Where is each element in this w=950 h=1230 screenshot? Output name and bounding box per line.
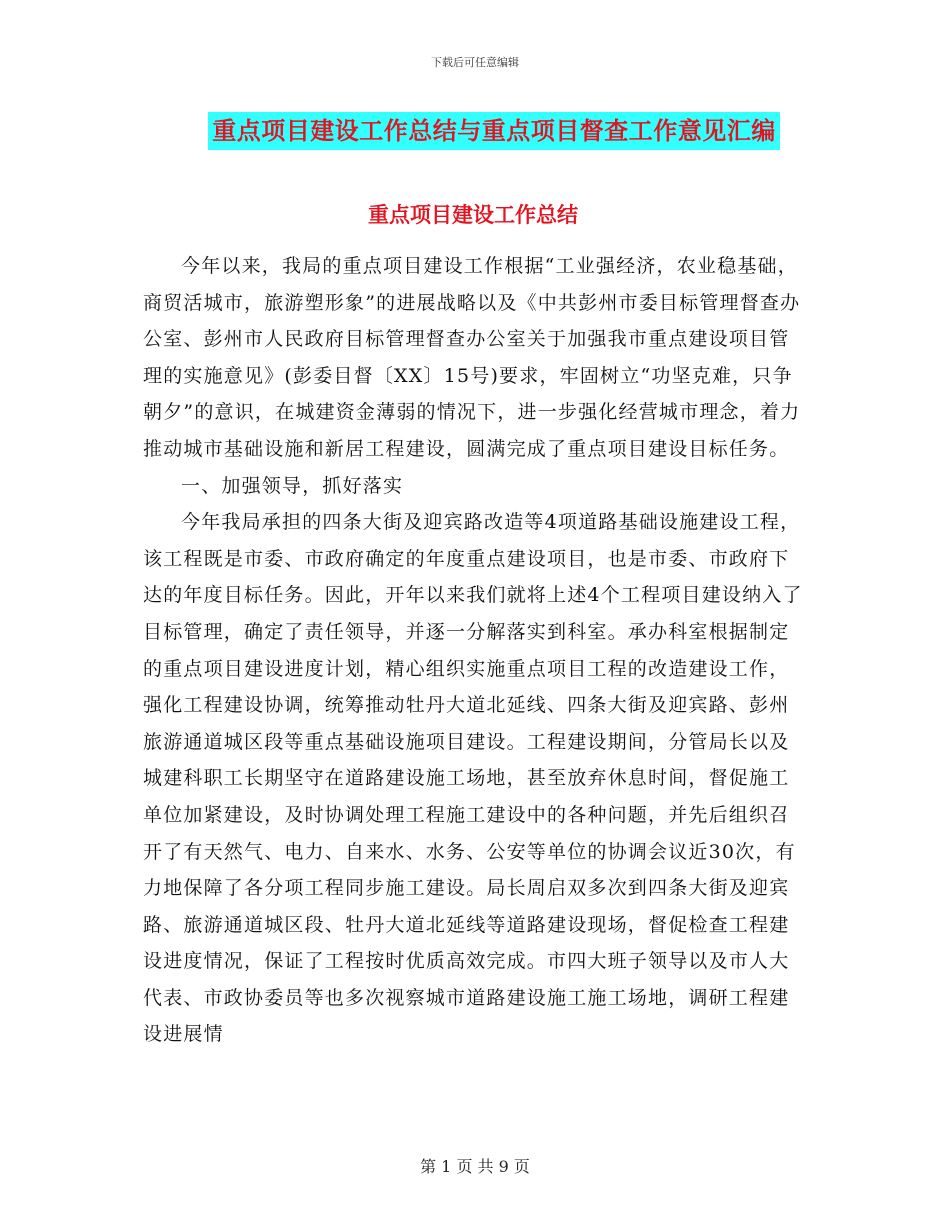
main-title: 重点项目建设工作总结与重点项目督查工作意见汇编: [208, 112, 780, 150]
paragraph-intro: 今年以来，我局的重点项目建设工作根据“工业强经济，农业稳基础，商贸活城市，旅游塑形象”的进展战略以及《中共彭州市委目标管理督查办公室、彭州市人民政府目标管理督查办公室关于加强我市重点建设项目管理的实施意见》(彭委目督〔XX〕15号)要求，牢固树立“功坚克难，只争朝夕”的意识，在城建资金薄弱的情况下，进一步强化经营城市理念，着力推动城市基础设施和新居工程建设，圆满完成了重点项目建设目标任务。: [143, 255, 801, 460]
section-title: 重点项目建设工作总结: [368, 202, 578, 227]
page-footer: 第 1 页 共 9 页: [420, 1157, 530, 1176]
header-note: 下载后可任意编辑: [431, 56, 519, 69]
main-title-container: [0, 112, 950, 150]
paragraph-heading-1: 一、加强领导，抓好落实: [181, 474, 404, 497]
body-text: [143, 248, 803, 1053]
paragraph-body-1: 今年我局承担的四条大街及迎宾路改造等4项道路基础设施建设工程，该工程既是市委、市政府确定的年度重点建设项目，也是市委、市政府下达的年度目标任务。因此，开年以来我们就将上述4个工程项目建设纳入了目标管理，确定了责任领导，并逐一分解落实到科室。承办科室根据制定的重点项目建设进度计划，精心组织实施重点项目工程的改造建设工作，强化工程建设协调，统筹推动牡丹大道北延线、四条大街及迎宾路、彭州旅游通道城区段等重点基础设施项目建设。工程建设期间，分管局长以及城建科职工长期坚守在道路建设施工场地，甚至放弃休息时间，督促施工单位加紧建设，及时协调处理工程施工建设中的各种问题，并先后组织召开了有天然气、电力、自来水、水务、公安等单位的协调会议近30次，有力地保障了各分项工程同步施工建设。局长周启双多次到四条大街及迎宾路、旅游通道城区段、牡丹大道北延线等道路建设现场，督促检查工程建设进度情况，保证了工程按时优质高效完成。市四大班子领导以及市人大代表、市政协委员等也多次视察城市道路建设施工施工场地，调研工程建设进展情: [143, 511, 803, 1046]
